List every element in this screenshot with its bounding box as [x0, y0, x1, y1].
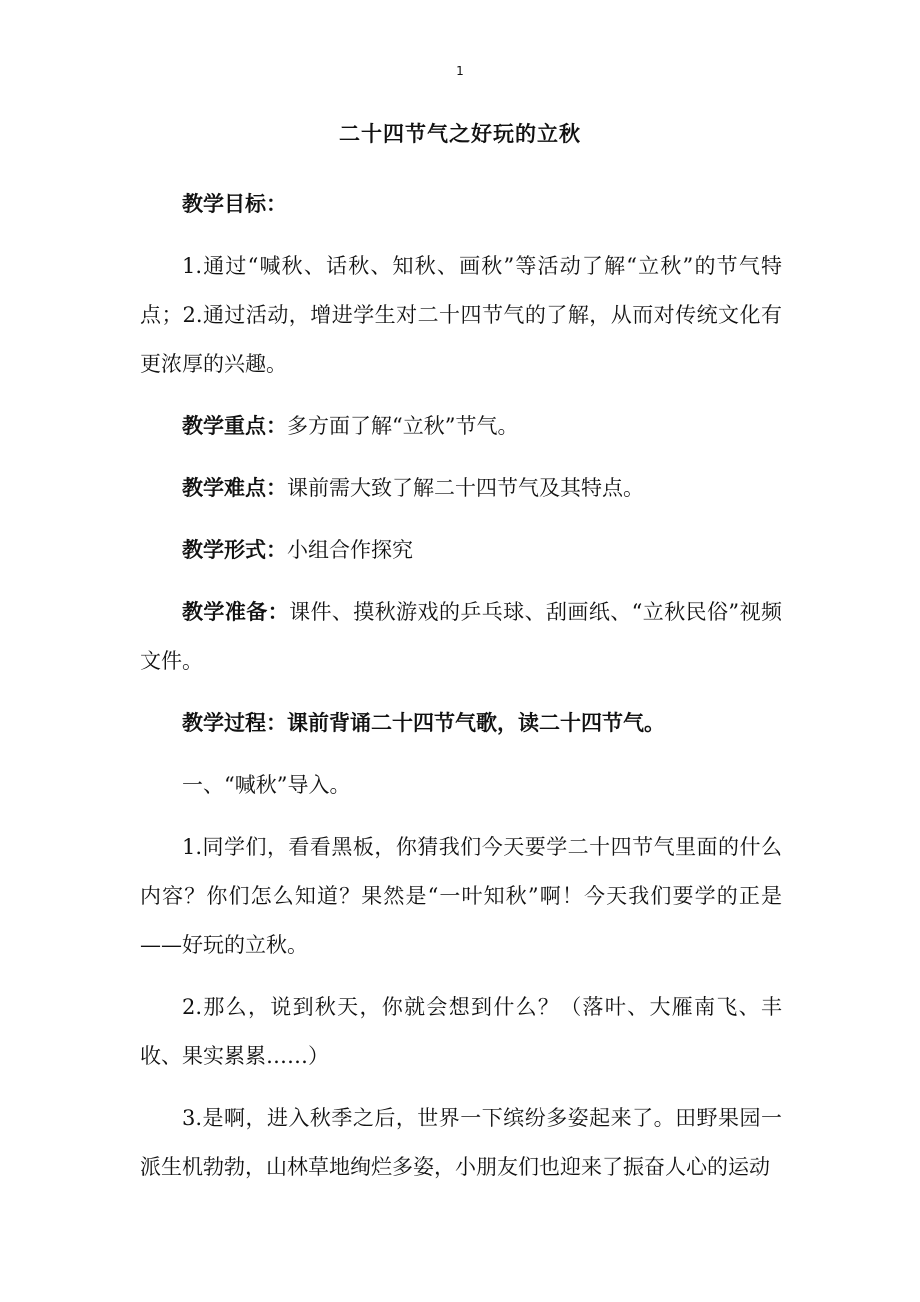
paragraph-1: 1.同学们，看看黑板，你猜我们今天要学二十四节气里面的什么内容？你们怎么知道？果然是“一叶知秋”啊！今天我们要学的正是——好玩的立秋。	[140, 835, 782, 957]
difficulties-paragraph	[140, 464, 782, 513]
process-text: 课前背诵二十四节气歌，读二十四节气。	[287, 711, 665, 735]
key-points-label: 教学重点：	[182, 414, 287, 438]
process-paragraph	[140, 699, 782, 748]
difficulties-text: 课前需大致了解二十四节气及其特点。	[287, 476, 644, 500]
key-points-paragraph	[140, 402, 782, 451]
paragraph-2: 2.那么，说到秋天，你就会想到什么？（落叶、大雁南飞、丰收、果实累累……）	[140, 995, 782, 1068]
form-paragraph	[140, 526, 782, 575]
section1-heading: 一、“喊秋”导入。	[182, 773, 351, 797]
preparation-label: 教学准备：	[182, 600, 290, 624]
objectives-paragraph: 1.通过“喊秋、话秋、知秋、画秋”等活动了解“立秋”的节气特点；2.通过活动，增进学生对二十四节气的了解，从而对传统文化有更浓厚的兴趣。	[140, 254, 782, 376]
document-body	[140, 180, 782, 1205]
preparation-text: 课件、摸秋游戏的乒乓球、刮画纸、“立秋民俗”视频文件。	[140, 600, 782, 673]
form-text: 小组合作探究	[287, 538, 413, 562]
page-number: 1	[456, 64, 464, 78]
key-points-text: 多方面了解“立秋”节气。	[287, 414, 519, 438]
paragraph-3: 3.是啊，进入秋季之后，世界一下缤纷多姿起来了。田野果园一派生机勃勃，山林草地绚烂多姿，小朋友们也迎来了振奋人心的运动	[140, 1106, 782, 1179]
preparation-paragraph	[140, 588, 782, 686]
difficulties-label: 教学难点：	[182, 476, 287, 500]
document-title: 二十四节气之好玩的立秋	[339, 122, 581, 146]
objectives-heading: 教学目标：	[182, 192, 287, 216]
process-label: 教学过程：	[182, 711, 287, 735]
form-label: 教学形式：	[182, 538, 287, 562]
